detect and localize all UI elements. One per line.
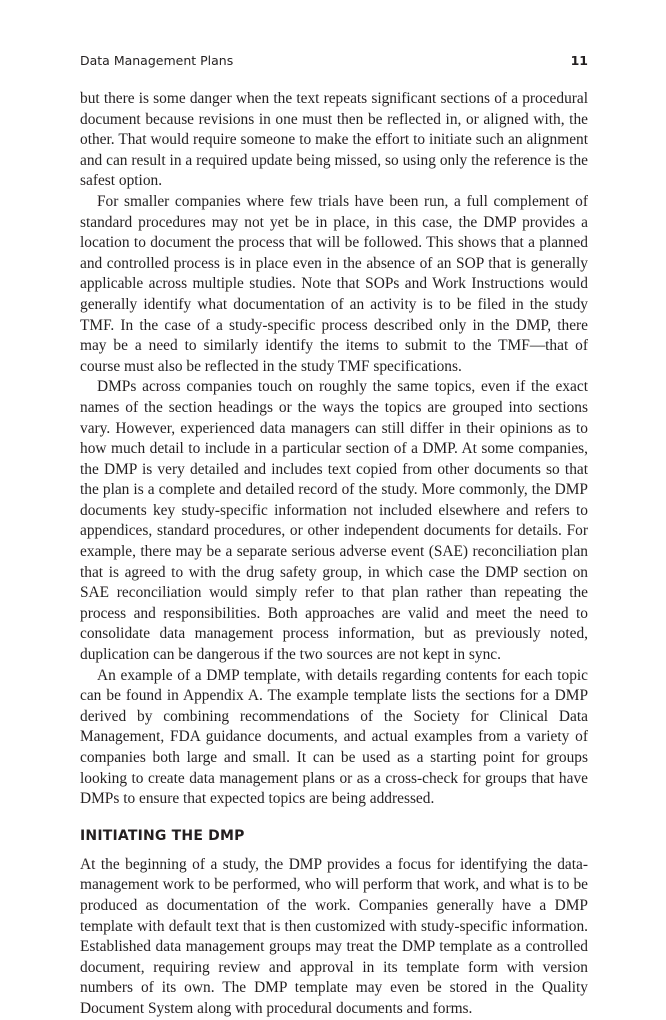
page-number: 11 (570, 53, 588, 68)
paragraph: At the beginning of a study, the DMP provides a focus for identifying the data-management work to be performed, who will perform that work, and what is to be produced as documentation of the work. Companies generally have a DMP template with default text that is then customized with study-specific information. Established data management groups may treat the DMP template as a controlled document, requiring review and approval in its template form with version numbers of its own. The DMP template may even be stored in the Quality Document System along with procedural documents and forms. (80, 855, 588, 1017)
paragraph: An example of a DMP template, with details regarding contents for each topic can be found in Appendix A. The example template lists the sections for a DMP derived by combining recommendations of the Society for Clinical Data Management, FDA guidance documents, and actual examples from a variety of companies both large and small. It can be used as a starting point for groups looking to create data management plans or as a cross-check for groups that have DMPs to ensure that expected topics are being addressed. (80, 666, 588, 808)
body-text (80, 89, 588, 1020)
paragraph: but there is some danger when the text repeats significant sections of a procedural document because revisions in one must then be reflected in, or aligned with, the other. That would require someone to make the effort to initiate such an alignment and can result in a required update being missed, so using only the reference is the safest option. (80, 90, 588, 190)
section-heading: INITIATING THE DMP (80, 827, 245, 844)
paragraph: For smaller companies where few trials have been run, a full complement of standard procedures may not yet be in place, in this case, the DMP provides a location to document the process that will be followed. This shows that a planned and controlled process is in place even in the absence of an SOP that is generally applicable across multiple studies. Note that SOPs and Work Instructions would generally identify what documentation of an activity is to be filed in the study TMF. In the case of a study-specific process described only in the DMP, there may be a need to similarly identify the items to submit to the TMF—that of course must also be reflected in the study TMF specifications. (80, 192, 588, 375)
running-head (80, 52, 588, 70)
running-head-title: Data Management Plans (80, 53, 234, 68)
paragraph: DMPs across companies touch on roughly the same topics, even if the exact names of the section headings or the ways the topics are grouped into sections vary. However, experienced data managers can still differ in their opinions as to how much detail to include in a particular section of a DMP. At some companies, the DMP is very detailed and includes text copied from other documents so that the plan is a complete and detailed record of the study. More commonly, the DMP documents key study-specific information not included elsewhere and refers to appendices, standard procedures, or other independent documents for details. For example, there may be a separate serious adverse event (SAE) reconciliation plan that is agreed to with the drug safety group, in which case the DMP section on SAE reconciliation would simply refer to that plan rather than repeating the process and responsibilities. Both approaches are valid and meet the need to consolidate data management process information, but as previously noted, duplication can be dangerous if the two sources are not kept in sync. (80, 378, 588, 664)
book-page (80, 0, 588, 1017)
